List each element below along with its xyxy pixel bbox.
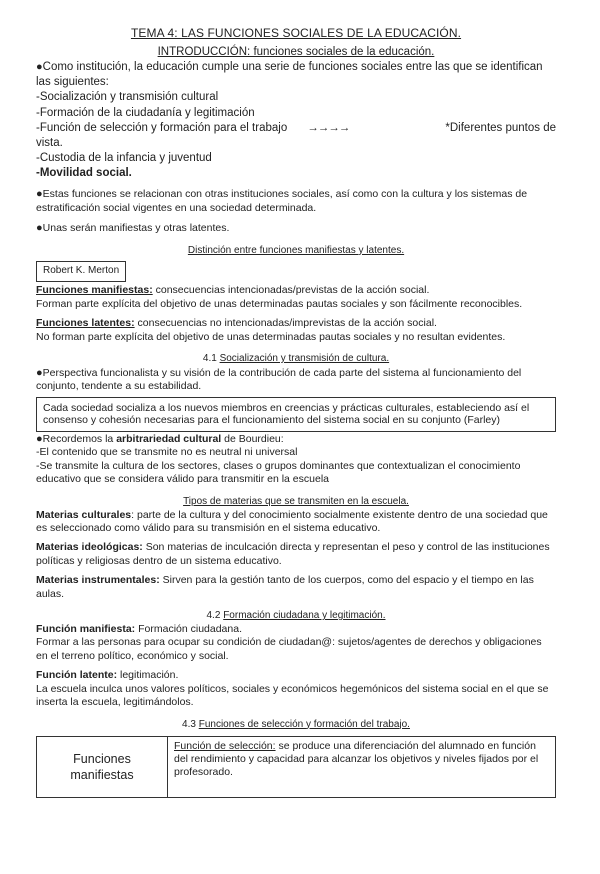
farley-quote-box: Cada sociedad socializa a los nuevos miembros en creencias y prácticas culturales, estableciendo así el consenso y cohesión necesarias para el funcionamiento del sistema social en su conjunto (Farley) <box>36 397 556 432</box>
intro-paragraph-2: ●Estas funciones se relacionan con otras instituciones sociales, así como con la cultura y los sistemas de estratificación social vigentes en una sociedad determinada. <box>36 188 528 214</box>
list-item: -Función de selección y formación para el trabajo →→→→ *Diferentes puntos de <box>36 121 556 136</box>
latentes-paragraph: Funciones latentes: consecuencias no intencionadas/imprevistas de la acción social. <box>36 317 437 330</box>
bullet-icon: ● <box>36 222 43 235</box>
list-item: -Movilidad social. <box>36 167 132 180</box>
bullet-icon: ● <box>36 432 43 445</box>
manifiestas-paragraph: Funciones manifiestas: consecuencias intencionadas/previstas de la acción social. <box>36 284 430 297</box>
list-item: -Se transmite la cultura de los sectores, clases o grupos dominantes que contextualizan el conocimiento educativo que se considera válido para transmitir en la escuela <box>36 459 521 486</box>
section-4-1-heading: 4.1 Socialización y transmisión de cultura. <box>202 353 390 365</box>
materias-instrumentales: Materias instrumentales: Sirven para la gestión tanto de los cuerpos, como del espacio y el tiempo en las aulas. <box>36 574 534 600</box>
funcion-manifiesta-text: Formar a las personas para ocupar su condición de ciudadan@: sujetos/agentes de derechos y obligaciones en el terreno político, económico y social. <box>36 636 542 662</box>
side-note: *Diferentes puntos de <box>445 121 556 134</box>
list-item: vista. <box>36 136 63 149</box>
list-item: -El contenido que se transmite no es neutral ni universal <box>36 446 298 459</box>
materias-culturales: Materias culturales: parte de la cultura y del conocimiento socialmente existente dentro de una sociedad que es seleccionado como válido para su transmisión en el sistema educativo. <box>36 508 548 534</box>
document-page <box>0 26 600 874</box>
s41-paragraph: ●Perspectiva funcionalista y su visión de la contribución de cada parte del sistema al funcionamiento del conjunto, tendente a su estabilidad. <box>36 366 522 393</box>
funciones-table <box>36 736 556 798</box>
intro-section <box>36 60 556 181</box>
funcion-latente: Función latente: legitimación. <box>36 669 179 682</box>
funcion-manifiesta: Función manifiesta: Formación ciudadana. <box>36 622 242 635</box>
latentes-paragraph-2: No forman parte explícita del objetivo de unas determinadas pautas sociales y no resultan evidentes. <box>36 330 506 343</box>
document-title: TEMA 4: LAS FUNCIONES SOCIALES DE LA EDUCACIÓN. <box>130 26 462 40</box>
table-cell-funciones-manifiestas: Funciones manifiestas <box>37 737 168 798</box>
bourdieu-paragraph: ●Recordemos la arbitrariedad cultural de Bourdieu: <box>36 432 284 445</box>
materias-ideologicas: Materias ideológicas: Son materias de inculcación directa y representan el peso y control de las instituciones políticas y religiosas dentro de un sistema educativo. <box>36 541 550 567</box>
bullet-icon: ● <box>36 366 43 379</box>
table-row <box>37 737 556 798</box>
manifiestas-paragraph-2: Forman parte explícita del objetivo de unas determinadas pautas sociales y son fácilmente reconocibles. <box>36 297 523 310</box>
intro-paragraph: Como institución, la educación cumple una serie de funciones sociales entre las que se identifican las siguientes: <box>36 61 543 89</box>
section-4-2-heading: 4.2 Formación ciudadana y legitimación. <box>206 610 386 622</box>
intro-heading: INTRODUCCIÓN: funciones sociales de la educación. <box>157 46 435 59</box>
distincion-heading: Distinción entre funciones manifiestas y latentes. <box>187 244 405 256</box>
bullet-icon: ● <box>36 61 43 74</box>
list-item: -Socialización y transmisión cultural <box>36 91 219 104</box>
funcion-latente-text: La escuela inculca unos valores políticos, sociales y económicos hegemónicos del sistema social en el que se inserta la escuela, legitimándolos. <box>36 682 549 709</box>
table-cell-seleccion: Función de selección: se produce una diferenciación del alumnado en función del rendimiento y capacidad para alcanzar los objetivos y niveles fijados por el profesorado. <box>168 737 556 798</box>
list-item: -Custodia de la infancia y juventud <box>36 152 212 165</box>
arrows-icon: →→→→ <box>307 121 350 134</box>
author-box: Robert K. Merton <box>36 261 126 283</box>
section-4-3-heading: 4.3 Funciones de selección y formación del trabajo. <box>182 718 410 730</box>
list-item: -Formación de la ciudadanía y legitimación <box>36 106 255 119</box>
intro-paragraph-3: ●Unas serán manifiestas y otras latentes. <box>36 222 230 235</box>
bullet-icon: ● <box>36 188 43 201</box>
tipos-heading: Tipos de materias que se transmiten en la escuela. <box>183 495 409 507</box>
